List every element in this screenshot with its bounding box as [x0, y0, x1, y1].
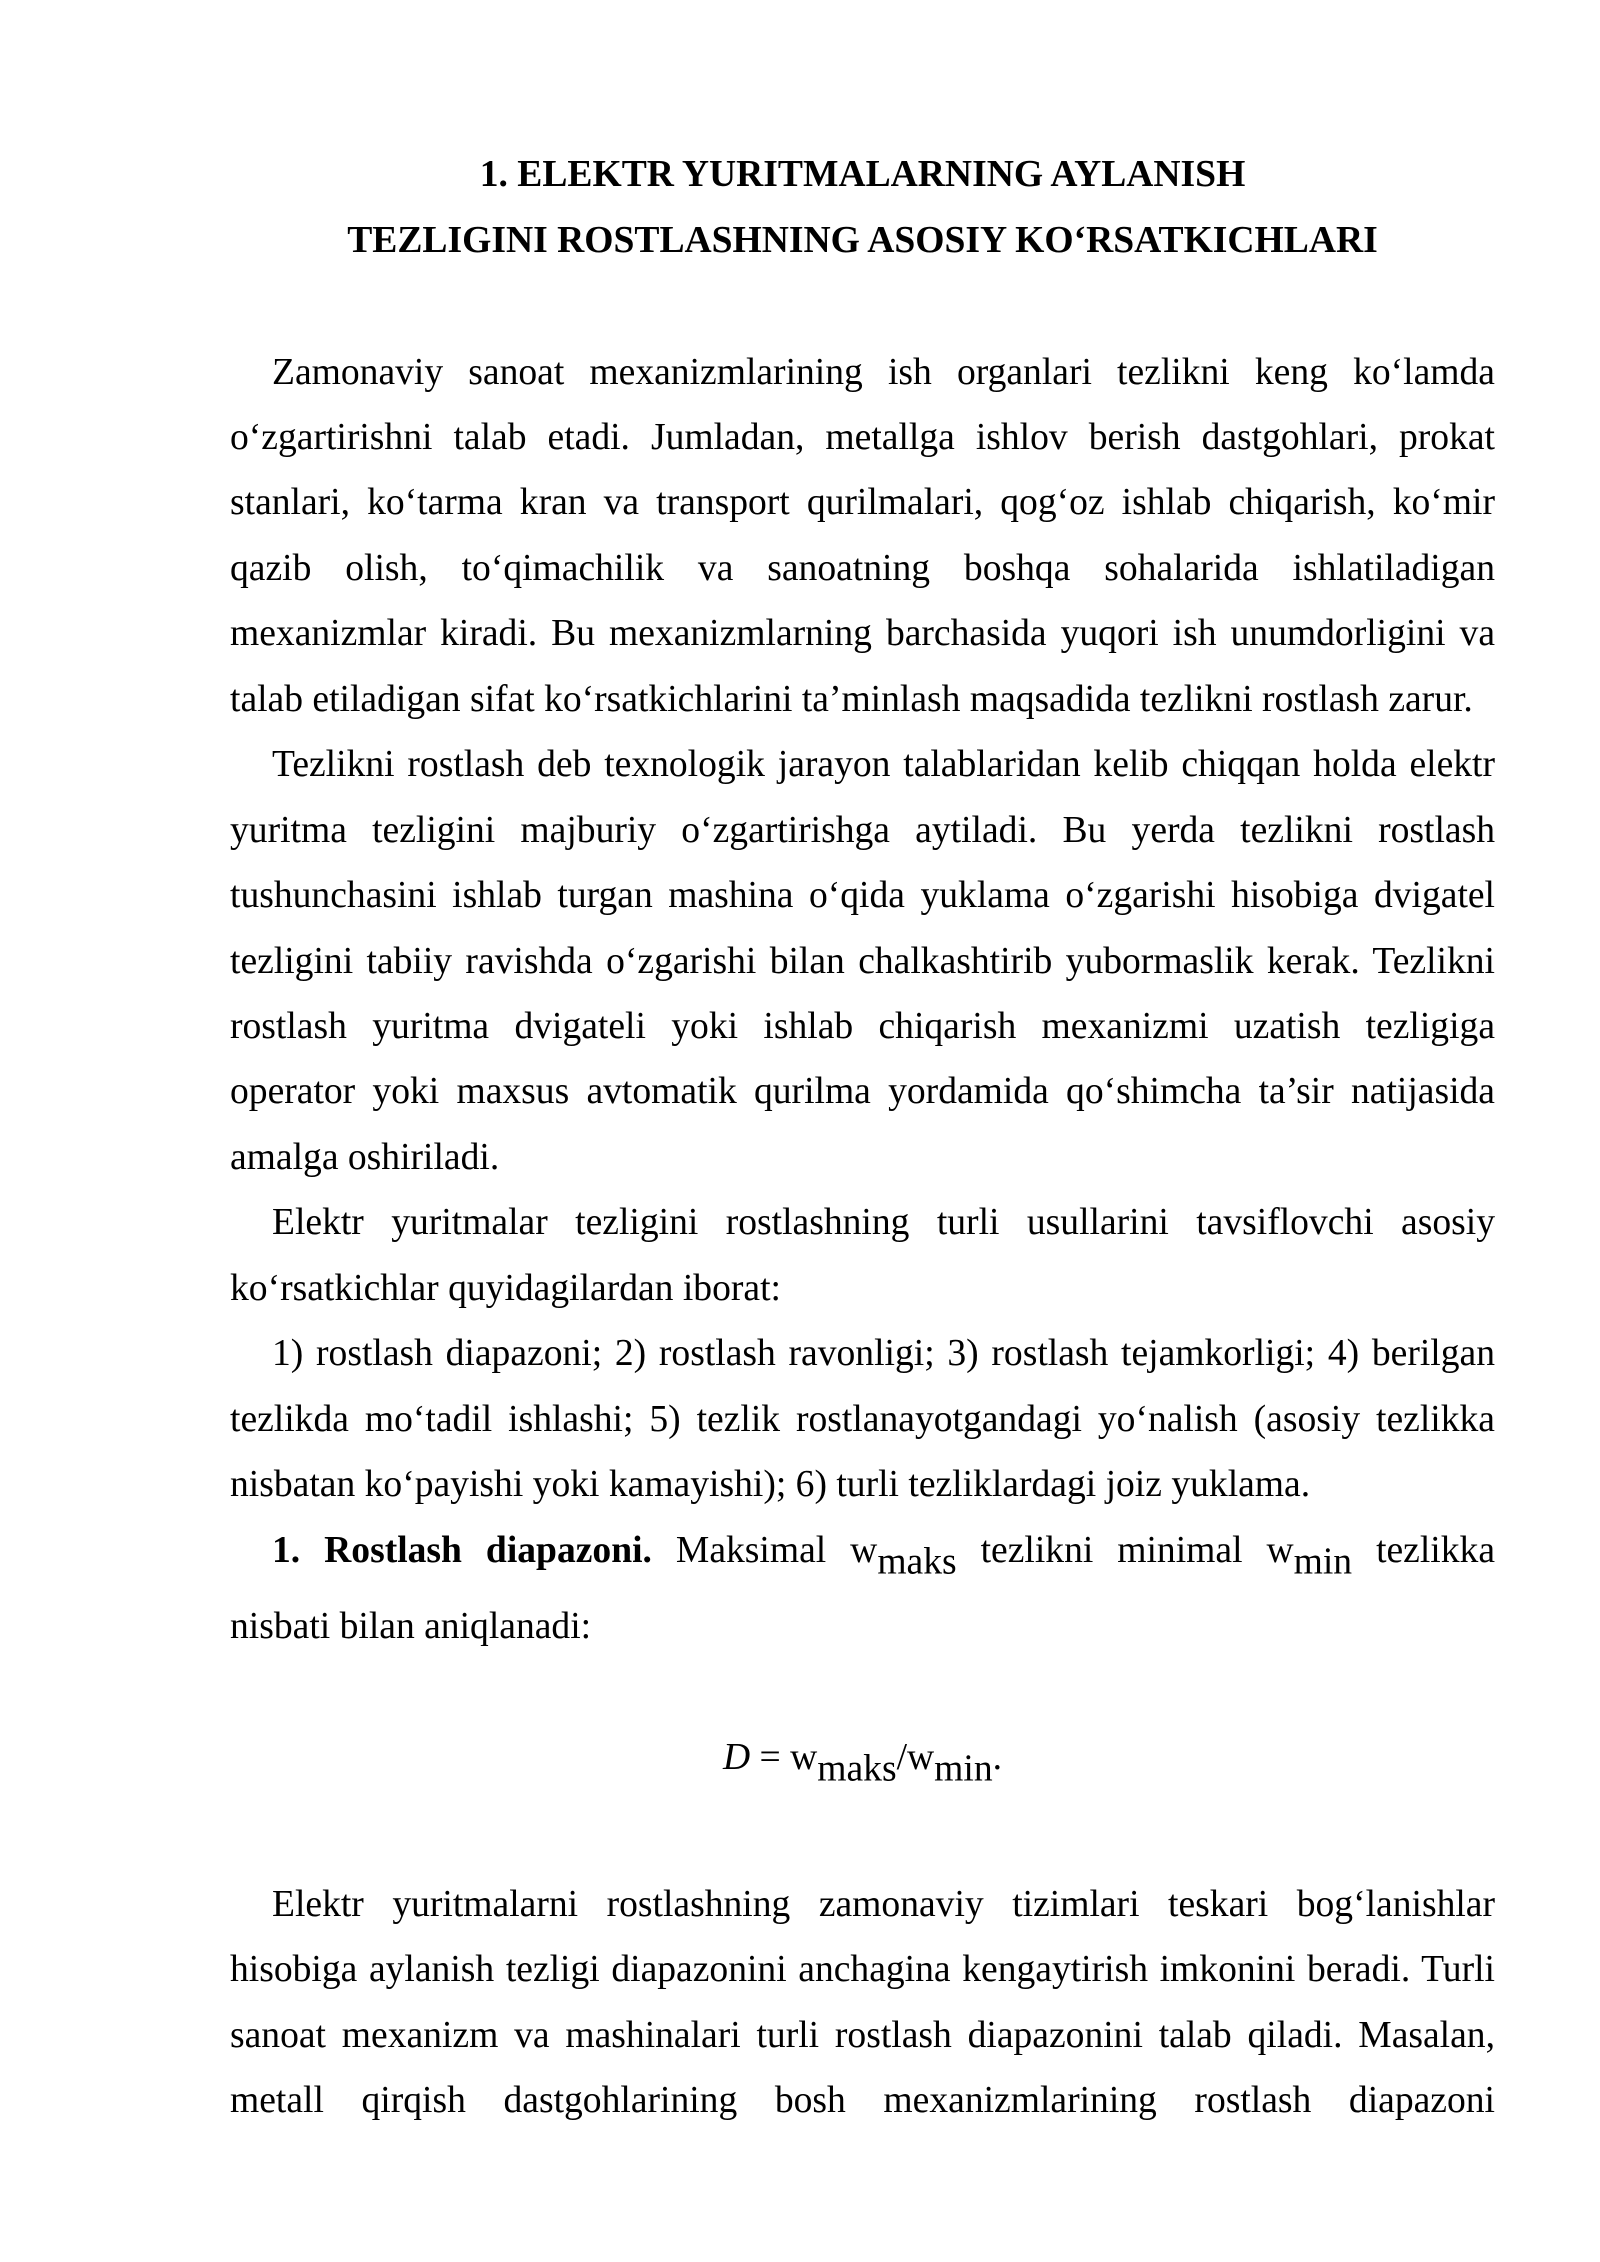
paragraph-intro	[230, 340, 1495, 733]
paragraph-line: 1) rostlash diapazoni; 2) rostlash ravonligi; 3) rostlash tejamkorligi; 4) berilgan	[272, 1333, 1495, 1375]
paragraph-line: qazib olish, to‘qimachilik va sanoatning boshqa sohalarida ishlatiladigan	[230, 547, 1495, 589]
title-line: TEZLIGINI ROSTLASHNING ASOSIY KO‘RSATKICHLARI	[347, 219, 1378, 261]
paragraph-line	[230, 1518, 1495, 1595]
speed-symbol: w	[850, 1529, 878, 1571]
formula	[230, 1725, 1495, 1802]
paragraph-indicators-list	[230, 1321, 1495, 1517]
speed-symbol: w	[1266, 1529, 1294, 1571]
paragraph-line: tezligini tabiiy ravishda o‘zgarishi bilan chalkashtirib yubormaslik kerak. Tezlikni	[230, 940, 1495, 982]
paragraph-line: nisbati bilan aniqlanadi:	[230, 1606, 592, 1648]
formula-equals: =	[759, 1737, 781, 1779]
paragraph-line: rostlash yuritma dvigateli yoki ishlab chiqarish mexanizmi uzatish tezligiga	[230, 1006, 1495, 1048]
formula-lhs: D	[722, 1737, 751, 1779]
paragraph-line: yuritma tezligini majburiy o‘zgartirishga aytiladi. Bu yerda tezlikni rostlash	[230, 809, 1495, 851]
paragraph-line: Elektr yuritmalar tezligini rostlashning turli usullarini tavsiflovchi asosiy	[272, 1202, 1495, 1244]
paragraph-line: o‘zgartirishni talab etadi. Jumladan, metallga ishlov berish dastgohlari, prokat	[230, 416, 1495, 458]
paragraph-line: stanlari, ko‘tarma kran va transport qurilmalari, qog‘oz ishlab chiqarish, ko‘mir	[230, 482, 1495, 524]
speed-symbol: w	[790, 1737, 818, 1779]
subscript-min: min	[1293, 1540, 1353, 1582]
inline-text: Maksimal	[675, 1529, 827, 1571]
formula-divide: /	[896, 1737, 908, 1779]
paragraph-line: tezlikda mo‘tadil ishlashi; 5) tezlik rostlanayotgandagi yo‘nalish (asosiy tezlikka	[230, 1398, 1495, 1440]
subscript-max: maks	[817, 1748, 897, 1790]
inline-text: tezlikni minimal	[980, 1529, 1243, 1571]
page-title	[230, 142, 1495, 274]
paragraph-line: amalga oshiriladi.	[230, 1136, 500, 1178]
page-content	[230, 142, 1495, 2134]
paragraph-line: metall qirqish dastgohlarining bosh mexanizmlarining rostlash diapazoni	[230, 2080, 1495, 2122]
paragraph-line: sanoat mexanizm va mashinalari turli rostlash diapazonini talab qiladi. Masalan,	[230, 2014, 1495, 2056]
paragraph-indicators-intro	[230, 1190, 1495, 1321]
paragraph-line: talab etiladigan sifat ko‘rsatkichlarini ta’minlash maqsadida tezlikni rostlash zarur.	[230, 678, 1473, 720]
paragraph-line: mexanizmlar kiradi. Bu mexanizmlarning barchasida yuqori ish unumdorligini va	[230, 613, 1495, 655]
paragraph-line: nisbatan ko‘payishi yoki kamayishi); 6) turli tezliklardagi joiz yuklama.	[230, 1464, 1311, 1506]
paragraph-line: tushunchasini ishlab turgan mashina o‘qida yuklama o‘zgarishi hisobiga dvigatel	[230, 875, 1495, 917]
paragraph-line: Tezlikni rostlash deb texnologik jarayon talablaridan kelib chiqqan holda elektr	[272, 744, 1495, 786]
paragraph-range-definition	[230, 1518, 1495, 1660]
paragraph-feedback	[230, 1872, 1495, 2134]
subscript-min: min	[934, 1748, 993, 1790]
title-line: 1. ELEKTR YURITMALARNING AYLANISH	[479, 153, 1246, 195]
inline-text: tezlikka	[1376, 1529, 1495, 1571]
paragraph-line: operator yoki maxsus avtomatik qurilma yordamida qo‘shimcha ta’sir natijasida	[230, 1071, 1495, 1113]
paragraph-line: Elektr yuritmalarni rostlashning zamonaviy tizimlari teskari bog‘lanishlar	[272, 1883, 1495, 1925]
speed-symbol: w	[907, 1737, 935, 1779]
paragraph-line: ko‘rsatkichlar quyidagilardan iborat:	[230, 1267, 781, 1309]
section-heading: 1. Rostlash diapazoni.	[272, 1529, 652, 1571]
paragraph-line: hisobiga aylanish tezligi diapazonini anchagina kengaytirish imkonini beradi. Turli	[230, 1949, 1495, 1991]
subscript-max: maks	[877, 1540, 957, 1582]
formula-end: .	[992, 1737, 1003, 1779]
paragraph-definition	[230, 732, 1495, 1190]
paragraph-line: Zamonaviy sanoat mexanizmlarining ish organlari tezlikni keng ko‘lamda	[272, 351, 1495, 393]
